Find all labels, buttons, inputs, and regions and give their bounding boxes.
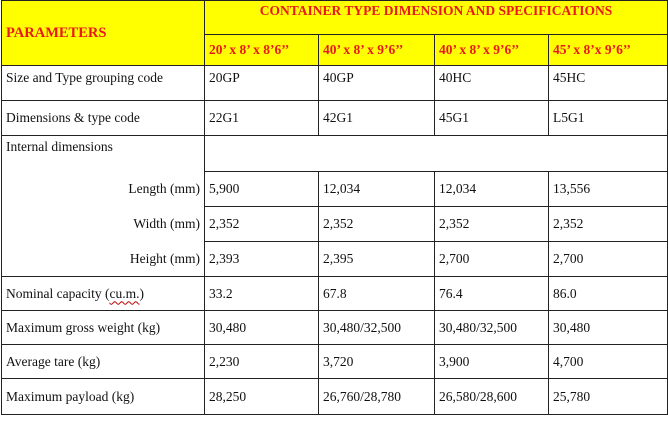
row-label-internal-dimensions: Internal dimensions [2,136,205,172]
cell: 25,780 [549,379,668,415]
cell: 2,230 [205,345,319,379]
table-title: CONTAINER TYPE DIMENSION AND SPECIFICATIONS [205,1,668,35]
label-unit: cu.m. [109,285,140,301]
column-header-4: 45’ x 8’x 9’6’’ [549,35,668,66]
cell: 40HC [435,66,549,101]
row-label-size-type: Size and Type grouping code [2,66,205,101]
cell: 33.2 [205,277,319,311]
cell: 86.0 [549,277,668,311]
cell: 30,480/32,500 [435,311,549,345]
cell: 26,580/28,600 [435,379,549,415]
cell: 45G1 [435,101,549,136]
cell: 20GP [205,66,319,101]
table-row [2,345,668,379]
cell: 5,900 [205,172,319,207]
cell: 2,395 [319,242,435,277]
cell: 42G1 [319,101,435,136]
cell: 26,760/28,780 [319,379,435,415]
table-row [2,242,668,277]
cell: 2,352 [435,207,549,242]
row-label-max-payload: Maximum payload (kg) [2,379,205,415]
table-row [2,207,668,242]
cell: 2,700 [549,242,668,277]
cell: 3,900 [435,345,549,379]
table-row [2,66,668,101]
table-row [2,101,668,136]
label-prefix: Nominal capacity ( [6,285,110,301]
cell: 28,250 [205,379,319,415]
cell: 2,700 [435,242,549,277]
cell-empty [205,136,668,172]
cell: 12,034 [435,172,549,207]
row-label-length: Length (mm) [2,172,205,207]
column-header-1: 20’ x 8’ x 8’6’’ [205,35,319,66]
cell: 13,556 [549,172,668,207]
row-label-max-gross-weight: Maximum gross weight (kg) [2,311,205,345]
table-row [2,379,668,415]
table-row [2,136,668,172]
row-label-height: Height (mm) [2,242,205,277]
table-row [2,277,668,311]
row-label-nominal-capacity [2,277,205,311]
cell: 4,700 [549,345,668,379]
cell: 2,352 [319,207,435,242]
cell: 40GP [319,66,435,101]
cell: 12,034 [319,172,435,207]
cell: 3,720 [319,345,435,379]
cell: L5G1 [549,101,668,136]
cell: 67.8 [319,277,435,311]
row-label-width: Width (mm) [2,207,205,242]
cell: 2,393 [205,242,319,277]
parameters-header: PARAMETERS [2,1,205,66]
cell: 76.4 [435,277,549,311]
column-header-3: 40’ x 8’ x 9’6’’ [435,35,549,66]
table-row [2,172,668,207]
table-row [2,311,668,345]
cell: 45HC [549,66,668,101]
cell: 2,352 [549,207,668,242]
cell: 30,480 [549,311,668,345]
container-spec-table [1,0,668,415]
cell: 30,480/32,500 [319,311,435,345]
cell: 30,480 [205,311,319,345]
label-suffix: ) [139,285,144,301]
column-header-2: 40’ x 8’ x 9’6’’ [319,35,435,66]
cell: 2,352 [205,207,319,242]
row-label-average-tare: Average tare (kg) [2,345,205,379]
header-row-title [2,1,668,35]
cell: 22G1 [205,101,319,136]
row-label-dimensions-type: Dimensions & type code [2,101,205,136]
